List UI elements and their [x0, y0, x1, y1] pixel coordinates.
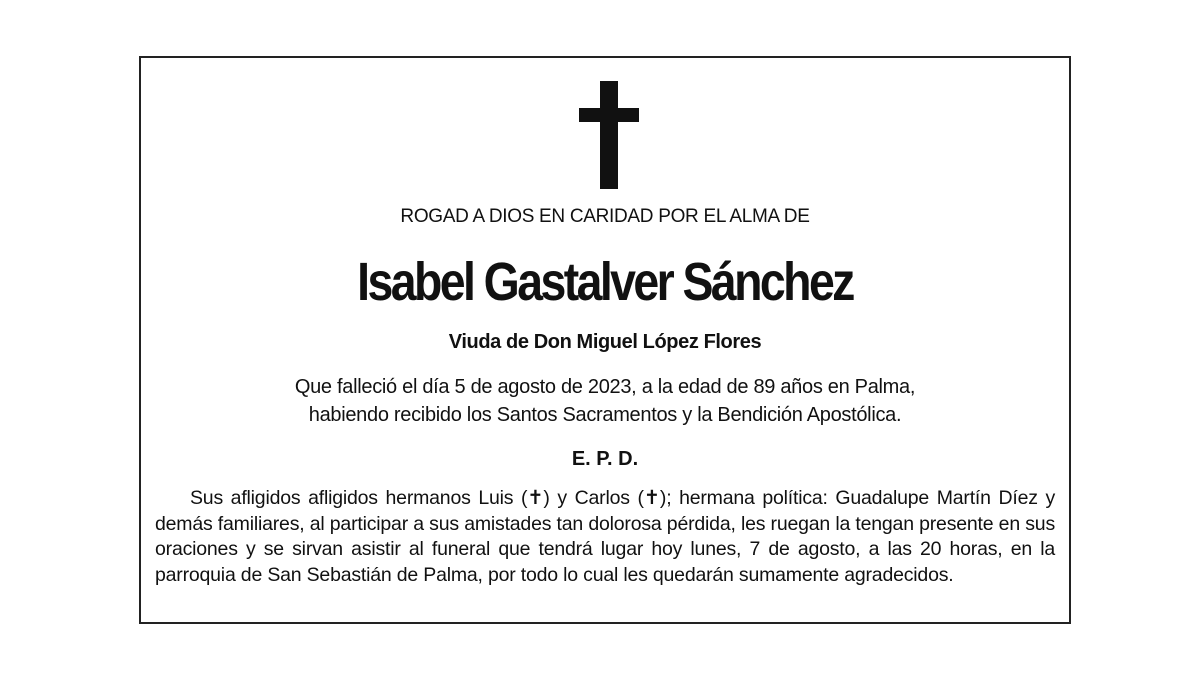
cross-horizontal-bar [579, 108, 639, 122]
death-announcement [141, 373, 1069, 429]
epd-label: E. P. D. [571, 448, 639, 470]
prayer-line: ROGAD A DIOS EN CARIDAD POR EL ALMA DE [400, 206, 810, 227]
widow-line: Viuda de Don Miguel López Flores [448, 331, 762, 353]
obituary-card [139, 56, 1071, 624]
deceased-name: Isabel Gastalver Sánchez [357, 252, 853, 312]
cross-vertical-bar [600, 81, 618, 189]
death-line-1: Que falleció el día 5 de agosto de 2023, a la edad de 89 años en Palma, [294, 376, 916, 398]
death-line-2: habiendo recibido los Santos Sacramentos y la Bendición Apostólica. [308, 404, 902, 426]
latin-cross-icon [579, 81, 639, 189]
obituary-body: Sus afligidos afligidos hermanos Luis (✝) y Carlos (✝); hermana política: Guadalupe Martín Díez y demás familiares, al participar a sus amistades tan dolorosa pérdida, les ruegan la tengan presente en sus oraciones y se sirvan asistir al funeral que tendrá lugar hoy lunes, 7 de agosto, a las 20 horas, en la parroquia de San Sebastián de Palma, por todo lo cual les quedarán sumamente agradecidos. [155, 487, 1055, 586]
